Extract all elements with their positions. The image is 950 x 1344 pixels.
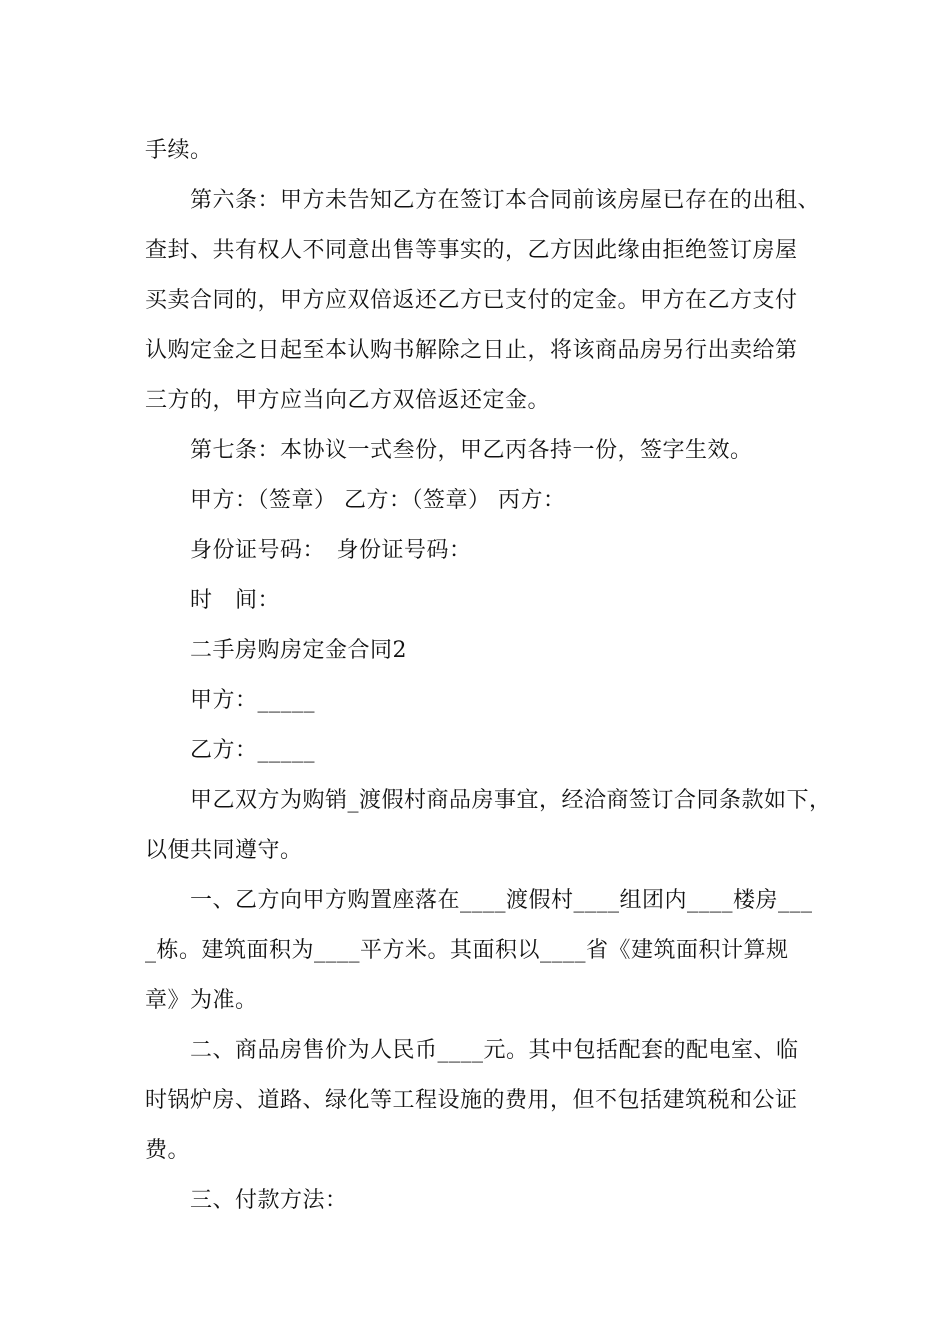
text-line: 甲方：（签章） 乙方：（签章） 丙方： (190, 488, 566, 513)
text-line: 一、乙方向甲方购置座落在____渡假村____组团内____楼房___ (190, 888, 813, 913)
section-title: 二手房购房定金合同2 (190, 638, 407, 663)
text-line: 乙方：_____ (190, 738, 316, 763)
text-line: 三、付款方法： (190, 1188, 348, 1213)
text-line: 费。 (145, 1138, 191, 1163)
text-line: 手续。 (145, 138, 213, 163)
text-line: 第七条：本协议一式叁份，甲乙丙各持一份，签字生效。 (190, 438, 753, 463)
text-line: 以便共同遵守。 (145, 838, 303, 863)
text-line: 查封、共有权人不同意出售等事实的，乙方因此缘由拒绝签订房屋 (145, 238, 798, 263)
text-line: 甲乙双方为购销_渡假村商品房事宜，经洽商签订合同条款如下， (190, 788, 832, 813)
text-line: 身份证号码： 身份证号码： (190, 538, 472, 563)
text-line: _栋。建筑面积为____平方米。其面积以____省《建筑面积计算规 (145, 938, 789, 963)
text-line: 第六条：甲方未告知乙方在签订本合同前该房屋已存在的出租、 (190, 188, 821, 213)
text-line: 甲方：_____ (190, 688, 316, 713)
text-line: 买卖合同的，甲方应双倍返还乙方已支付的定金。甲方在乙方支付 (145, 288, 798, 313)
text-line: 章》为准。 (145, 988, 258, 1013)
text-line: 时 间： (190, 588, 281, 613)
text-line: 时锅炉房、道路、绿化等工程设施的费用，但不包括建筑税和公证 (145, 1088, 798, 1113)
text-line: 二、商品房售价为人民币____元。其中包括配套的配电室、临 (190, 1038, 799, 1063)
text-line: 三方的，甲方应当向乙方双倍返还定金。 (145, 388, 551, 413)
text-line: 认购定金之日起至本认购书解除之日止，将该商品房另行出卖给第 (145, 338, 798, 363)
